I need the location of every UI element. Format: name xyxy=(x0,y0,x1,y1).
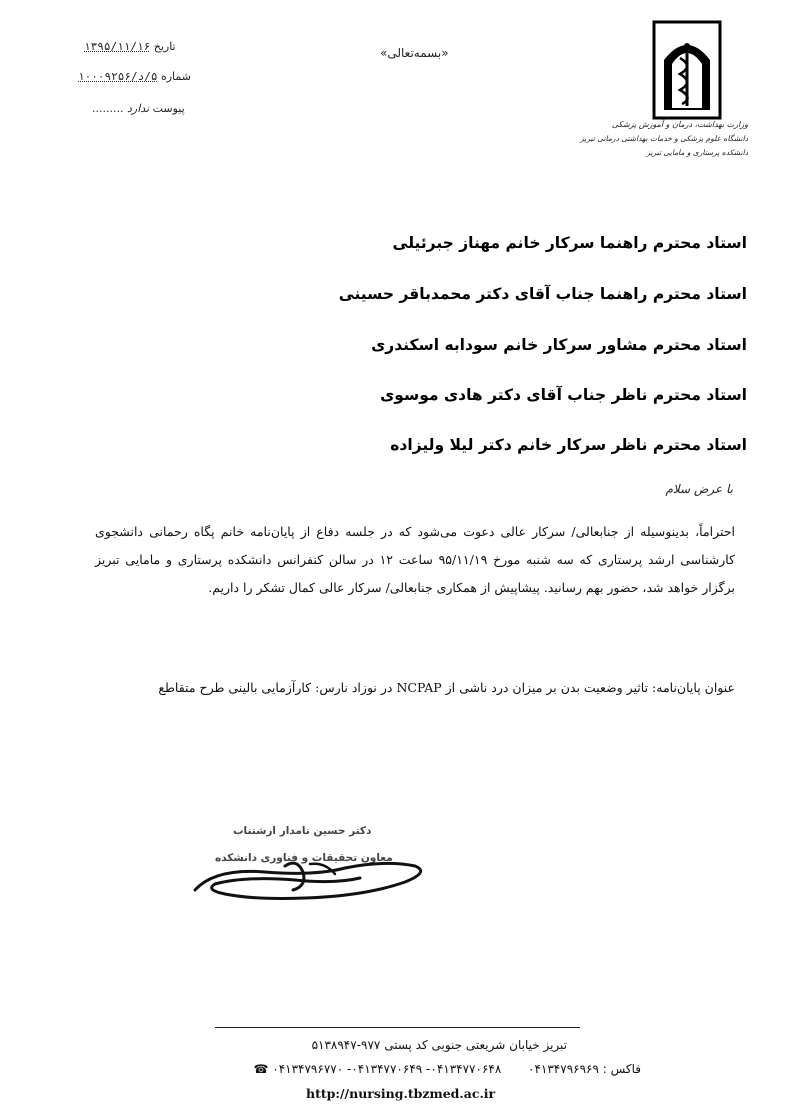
addressee-3: استاد محترم مشاور سرکار خانم سودابه اسکندری xyxy=(371,336,747,354)
attachment-row: پیوست ندارد ......... xyxy=(92,102,185,115)
footer-fax: فاکس : ۰۴۱۳۴۷۹۶۹۶۹ xyxy=(528,1062,641,1076)
body-paragraph xyxy=(95,518,735,602)
handwritten-signature xyxy=(185,838,435,918)
signer-position: معاون تحقیقات و فناوری دانشکده xyxy=(215,852,393,864)
greeting: با عرض سلام xyxy=(665,482,733,496)
footer-website-link[interactable]: http://nursing.tbzmed.ac.ir xyxy=(306,1086,496,1101)
phone-icon: ☎ xyxy=(253,1062,269,1076)
body-text: احتراماً، بدینوسیله از جنابعالی/ سرکار عالی دعوت می‌شود که در جلسه دفاع از پایان‌نامه خانم پگاه رحمانی دانشجوی کارشناسی ارشد پرستاری که سه شنبه مورخ ۹۵/۱۱/۱۹ ساعت ۱۲ در سالن کنفرانس دانشکده پرستاری و مامایی تبریز برگزار خواهد شد، حضور بهم رسانید. پیشاپیش از همکاری جنابعالی/ سرکار عالی کمال تشکر را داریم. xyxy=(95,524,736,595)
date-row xyxy=(84,40,176,53)
addressee-2: استاد محترم راهنما جناب آقای دکتر محمدباقر حسینی xyxy=(338,285,747,303)
date-label: تاریخ xyxy=(153,40,176,53)
logo-caption-line-2: دانشگاه علوم پزشکی و خدمات بهداشتی درمانی تبریز xyxy=(580,134,748,143)
footer-divider xyxy=(215,1027,580,1028)
attachment-label: پیوست xyxy=(152,102,185,115)
footer-contacts xyxy=(253,1062,641,1076)
attachment-value: ندارد xyxy=(126,102,150,115)
footer-address: تبریز خیابان شریعتی جنوبی کد پستی ۹۷۷-۵۱۳۸۹۴۷ xyxy=(311,1038,567,1052)
thesis-title: عنوان پایان‌نامه: تاثیر وضعیت بدن بر میزان درد ناشی از NCPAP در نوزاد نارس: کارآزمایی بالینی طرح متقاطع xyxy=(158,680,735,695)
addressee-5: استاد محترم ناظر سرکار خانم دکتر لیلا ولیزاده xyxy=(390,436,747,454)
number-value: ۵/د/۱۰۰۰۹۲۵۶ xyxy=(78,70,158,83)
logo-emblem-icon xyxy=(652,20,722,120)
logo-caption-line-1: وزارت بهداشت، درمان و آموزش پزشکی xyxy=(611,120,748,129)
signer-name: دکتر حسین نامدار ارشتناب xyxy=(233,825,372,837)
footer-phones: ۰۴۱۳۴۷۷۰۶۴۸- ۰۴۱۳۴۷۷۰۶۴۹- ۰۴۱۳۴۷۹۶۷۷۰ xyxy=(272,1062,502,1076)
addressee-4: استاد محترم ناظر جناب آقای دکتر هادی موسوی xyxy=(380,386,747,404)
logo-caption-line-3: دانشکده پرستاری و مامایی تبریز xyxy=(646,148,748,157)
university-logo xyxy=(652,20,722,120)
number-label: شماره xyxy=(160,70,191,83)
logo-caption xyxy=(580,118,748,160)
number-row xyxy=(78,70,191,83)
bismillah: «بسمه‌تعالی» xyxy=(380,46,449,60)
date-value: ۱۳۹۵/۱۱/۱۶ xyxy=(84,40,151,53)
addressee-1: استاد محترم راهنما سرکار خانم مهناز جبرئیلی xyxy=(392,234,747,252)
